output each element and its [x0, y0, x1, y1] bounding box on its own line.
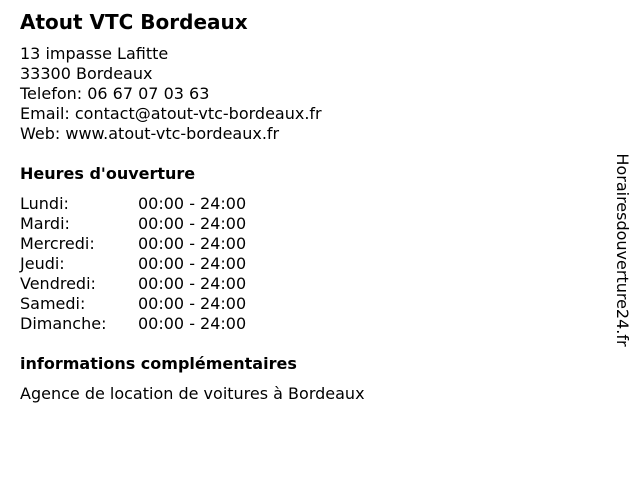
street-address: 13 impasse Lafitte	[20, 44, 169, 63]
hours-row-saturday	[20, 294, 246, 314]
day-label: Samedi:	[20, 294, 86, 313]
hours-value: 00:00 - 24:00	[138, 194, 247, 213]
phone-number: Telefon: 06 67 07 03 63	[20, 84, 210, 103]
hours-value: 00:00 - 24:00	[138, 254, 247, 273]
website-url: Web: www.atout-vtc-bordeaux.fr	[20, 124, 280, 143]
opening-hours-table	[20, 194, 246, 334]
site-watermark: Horairesdouverture24.fr	[613, 153, 632, 347]
hours-value: 00:00 - 24:00	[138, 294, 247, 313]
business-name: Atout VTC Bordeaux	[20, 10, 248, 34]
hours-value: 00:00 - 24:00	[138, 234, 247, 253]
city-postal-code: 33300 Bordeaux	[20, 64, 153, 83]
hours-value: 00:00 - 24:00	[138, 214, 247, 233]
day-label: Jeudi:	[20, 254, 65, 273]
hours-value: 00:00 - 24:00	[138, 274, 247, 293]
hours-row-wednesday	[20, 234, 246, 254]
day-label: Lundi:	[20, 194, 69, 213]
hours-row-friday	[20, 274, 246, 294]
additional-info-heading: informations complémentaires	[20, 354, 297, 373]
hours-row-sunday	[20, 314, 246, 334]
day-label: Mardi:	[20, 214, 70, 233]
day-label: Vendredi:	[20, 274, 96, 293]
hours-row-tuesday	[20, 214, 246, 234]
hours-row-thursday	[20, 254, 246, 274]
opening-hours-heading: Heures d'ouverture	[20, 164, 196, 183]
hours-value: 00:00 - 24:00	[138, 314, 247, 333]
hours-row-monday	[20, 194, 246, 214]
contact-details	[20, 44, 322, 144]
day-label: Mercredi:	[20, 234, 95, 253]
day-label: Dimanche:	[20, 314, 107, 333]
email-address: Email: contact@atout-vtc-bordeaux.fr	[20, 104, 322, 123]
additional-info-text: Agence de location de voitures à Bordeaux	[20, 384, 365, 403]
